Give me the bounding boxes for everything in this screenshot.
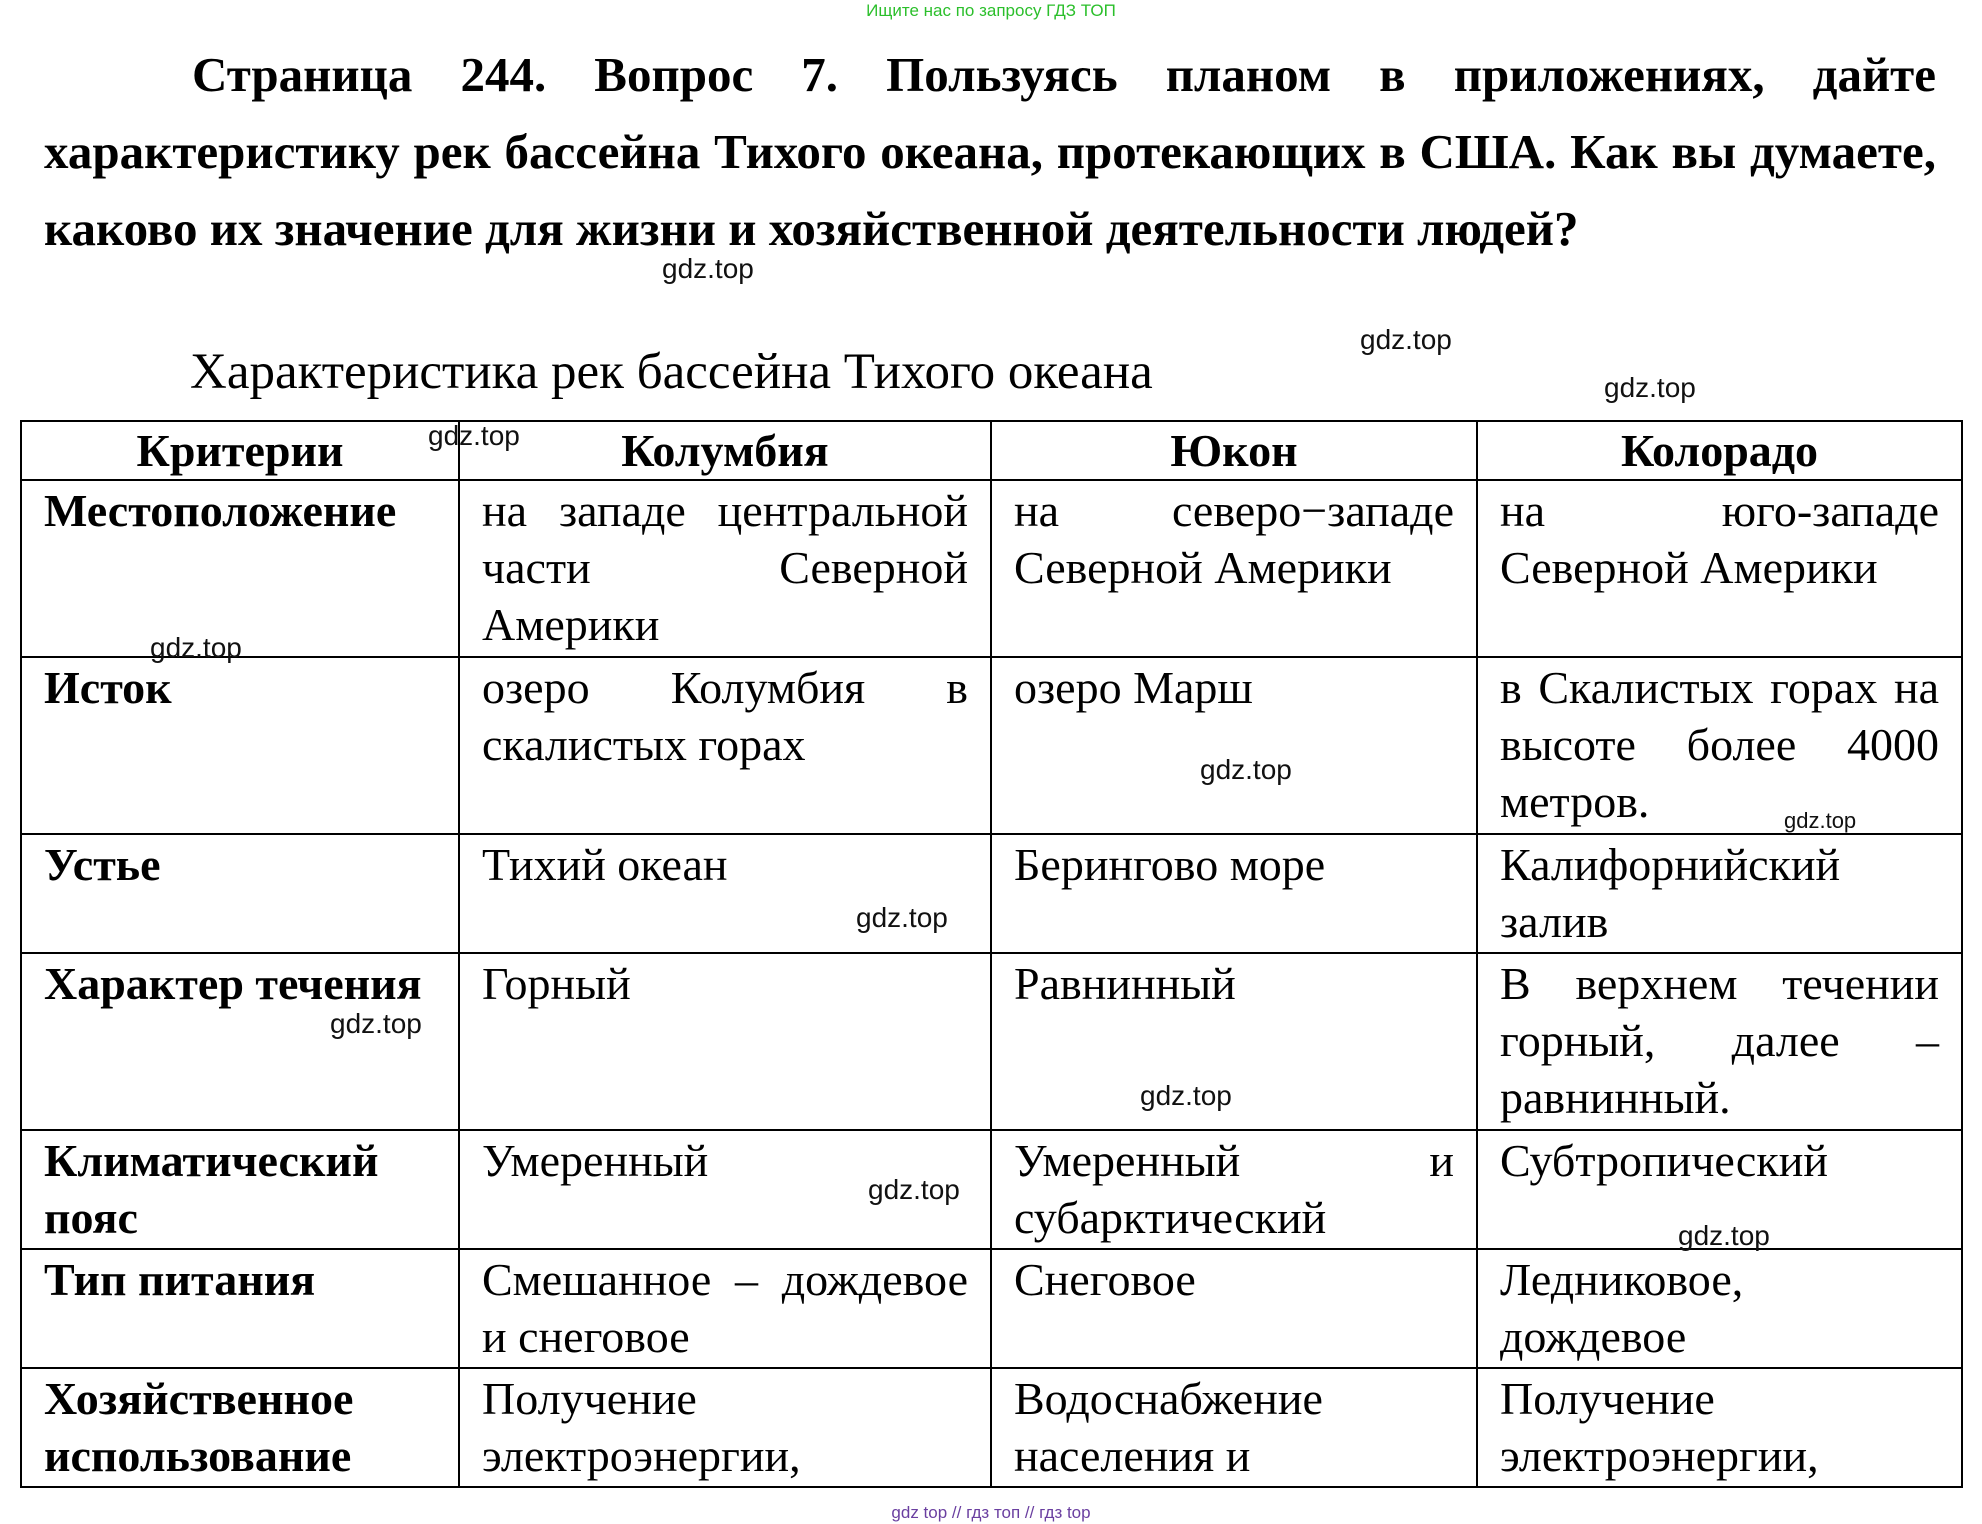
yukon-cell: Равнинный [991, 953, 1477, 1130]
table-header-row [21, 421, 1962, 480]
criterion-cell: Исток [21, 657, 459, 834]
criterion-cell: Устье [21, 834, 459, 953]
colorado-cell: Калифорнийский залив [1477, 834, 1962, 953]
table-row [21, 1249, 1962, 1368]
colorado-cell: на юго-западе Северной Америки [1477, 480, 1962, 657]
question-heading: Страница 244. Вопрос 7. Пользуясь планом в приложениях, дайте характеристику рек бассейна Тихого океана, протекающих в США. Как вы думаете, каково их значение для жизни и хозяйственной деятельности людей? [44, 47, 1936, 256]
yukon-cell: Снеговое [991, 1249, 1477, 1368]
table-row [21, 657, 1962, 834]
watermark: gdz.top [868, 1174, 960, 1205]
colorado-cell: Субтропический [1477, 1130, 1962, 1249]
bottom-watermark: gdz top // гдз топ // гдз top [891, 1503, 1091, 1522]
header-yukon: Юкон [991, 421, 1477, 480]
criterion-cell: Хозяйственное использование [21, 1368, 459, 1487]
yukon-cell: на северо−западе Северной Америки [991, 480, 1477, 657]
watermark: gdz.top [330, 1008, 422, 1039]
watermark: gdz.top [1604, 372, 1696, 403]
watermark: gdz.top [1678, 1220, 1770, 1251]
header-columbia: Колумбия [459, 421, 991, 480]
watermark: gdz.top [428, 420, 520, 451]
columbia-cell: Горный [459, 953, 991, 1130]
table-row [21, 953, 1962, 1130]
colorado-cell: В верхнем течении горный, далее – равнинный. [1477, 953, 1962, 1130]
columbia-cell: Получение электроэнергии, [459, 1368, 991, 1487]
yukon-cell: Водоснабжение населения и [991, 1368, 1477, 1487]
watermark: gdz.top [662, 253, 754, 284]
columbia-cell: на западе центральной части Северной Америки [459, 480, 991, 657]
columbia-cell: озеро Колумбия в скалистых горах [459, 657, 991, 834]
header-criteria: Критерии [21, 421, 459, 480]
yukon-cell: озеро Марш [991, 657, 1477, 834]
columbia-cell: Смешанное – дождевое и снеговое [459, 1249, 991, 1368]
colorado-cell: Ледниковое, дождевое [1477, 1249, 1962, 1368]
table-row [21, 1130, 1962, 1249]
table-row [21, 834, 1962, 953]
yukon-cell: Умеренный и субарктический [991, 1130, 1477, 1249]
columbia-cell: Умеренный [459, 1130, 991, 1249]
watermark: gdz.top [1360, 324, 1452, 355]
watermark: gdz.top [1140, 1080, 1232, 1111]
colorado-cell: Получение электроэнергии, [1477, 1368, 1962, 1487]
criterion-cell: Тип питания [21, 1249, 459, 1368]
header-colorado: Колорадо [1477, 421, 1962, 480]
criterion-cell: Характер течения [21, 953, 459, 1130]
top-watermark: Ищите нас по запросу ГДЗ ТОП [866, 1, 1116, 20]
columbia-cell: Тихий океан [459, 834, 991, 953]
colorado-cell: в Скалистых горах на высоте более 4000 метров. [1477, 657, 1962, 834]
watermark: gdz.top [150, 632, 242, 663]
table-title: Характеристика рек бассейна Тихого океана [190, 344, 1153, 400]
table-row [21, 480, 1962, 657]
watermark: gdz.top [1784, 808, 1857, 833]
watermark: gdz.top [856, 902, 948, 933]
criterion-cell: Местоположение [21, 480, 459, 657]
criterion-cell: Климатический пояс [21, 1130, 459, 1249]
yukon-cell: Берингово море [991, 834, 1477, 953]
table-row [21, 1368, 1962, 1487]
watermark: gdz.top [1200, 754, 1292, 785]
rivers-table [20, 420, 1963, 1488]
